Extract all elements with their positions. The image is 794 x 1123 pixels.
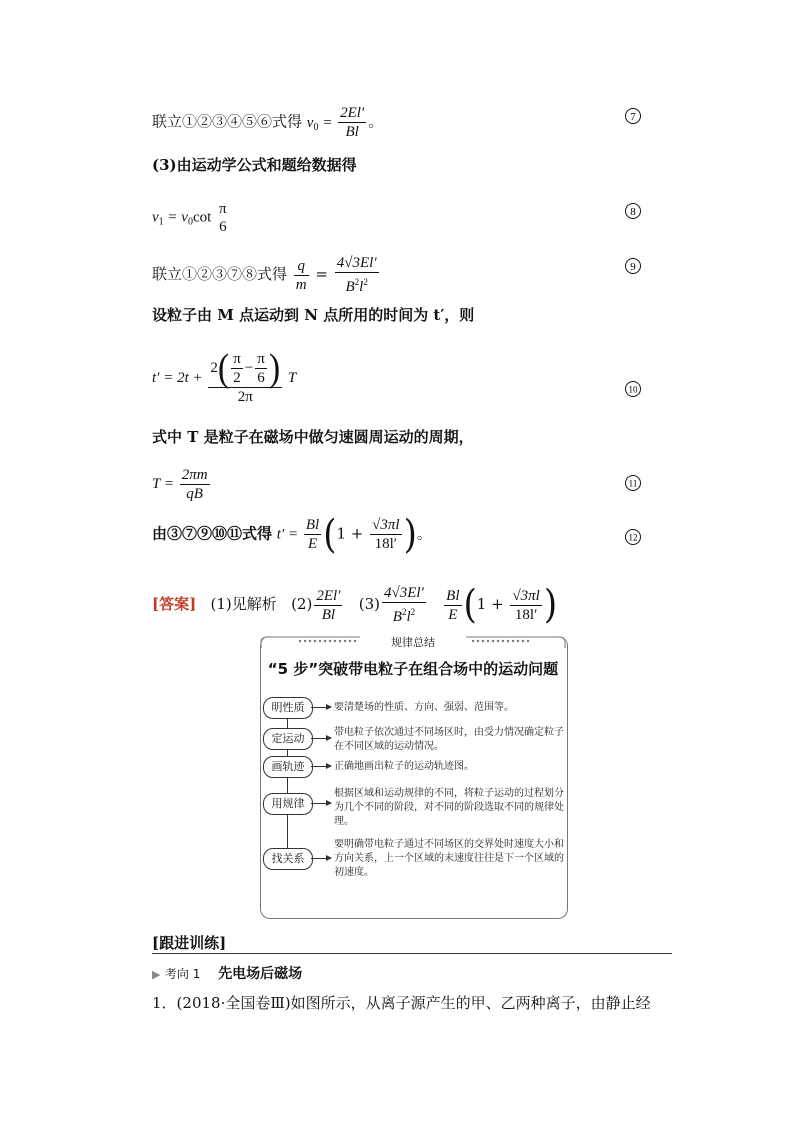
step-desc-4: 根据区域和运动规律的不同，将粒子运动的过程划分为几个不同的阶段，对不同的阶段选取不同的规律处理。 xyxy=(334,788,564,827)
svg-text:7: 7 xyxy=(630,111,636,123)
practice-rule xyxy=(152,953,672,954)
line-prefix: 联立①②③⑦⑧式得 xyxy=(152,265,288,283)
step-arrow-3 xyxy=(311,766,331,767)
svg-text:11: 11 xyxy=(628,478,638,489)
step-node-2: 定运动 xyxy=(263,728,313,750)
equation-number-12 xyxy=(624,528,642,550)
answer-line: [答案] (1)见解析 (2) $\frac{2El'}{Bl}$ (3) $\frac{4√3El'}{B^2l^2}$ $\frac{Bl}{E}$ (1 + $\frac{√3\pi l}{18l'}$ ) xyxy=(152,582,558,628)
svg-text:8: 8 xyxy=(630,206,636,218)
step-arrow-2 xyxy=(311,738,331,739)
equation-line-v0: 联立①②③④⑤⑥式得 $v_0$ = $\frac{2El'}{Bl}$ 。 xyxy=(152,105,384,140)
direction-row xyxy=(152,963,302,983)
equation-number-8 xyxy=(624,202,642,224)
line-prefix: 联立①②③④⑤⑥式得 xyxy=(152,112,303,131)
step-node-5: 找关系 xyxy=(263,848,313,870)
direction-label: 考向 1 xyxy=(164,967,201,981)
svg-text:12: 12 xyxy=(628,532,638,543)
equation-line-q-over-m: 联立①②③⑦⑧式得 $\frac{q}{m}$ = $\frac{4√3El'}{B^2l^2}$ xyxy=(152,255,377,295)
equation-number-10 xyxy=(624,380,642,402)
summary-title: “5 步”突破带电粒子在组合场中的运动问题 xyxy=(267,660,559,678)
practice-tag: [跟进训练] xyxy=(152,934,227,952)
line-prefix: 由③⑦⑨⑩⑪式得 xyxy=(152,524,273,543)
equation-line-t-prime: t′ = 2t + 2( $\frac{\pi}{2}$ − $\frac{\pi}{6}$ ) 2π T xyxy=(152,346,297,405)
step-arrow-5 xyxy=(311,858,331,859)
equation-number-7 xyxy=(624,107,642,129)
step-desc-5: 要明确带电粒子通过不同场区的交界处时速度大小和方向关系，上一个区域的末速度往往是下一个区域的初速度。 xyxy=(334,839,564,878)
step-node-3: 画轨迹 xyxy=(263,756,313,778)
step-desc-1: 要清楚场的性质、方向、强弱、范围等。 xyxy=(334,702,514,713)
step-arrow-4 xyxy=(311,803,331,804)
step-node-1: 明性质 xyxy=(263,697,313,719)
question-1: 1．(2018·全国卷Ⅲ)如图所示，从离子源产生的甲、乙两种离子，由静止经 xyxy=(152,994,651,1012)
step-desc-3: 正确地画出粒子的运动轨迹图。 xyxy=(334,761,474,772)
answer-part2: (2) xyxy=(291,595,313,613)
equation-number-9 xyxy=(624,257,642,279)
equation-line-v1: $v_1 = v_0\cot$ π 6 xyxy=(152,201,227,235)
answer-tag: [答案] xyxy=(152,595,197,613)
statement-time: 设粒子由 M 点运动到 N 点所用的时间为 t′，则 xyxy=(152,306,475,324)
svg-text:10: 10 xyxy=(628,384,638,395)
section-3-heading: (3)由运动学公式和题给数据得 xyxy=(152,156,357,174)
direction-title: 先电场后磁场 xyxy=(218,966,303,982)
equation-line-T: T = $\frac{2\pi m}{qB}$ xyxy=(152,467,208,502)
summary-header: 规律总结 xyxy=(391,636,435,649)
svg-text:9: 9 xyxy=(630,261,636,273)
answer-part1: (1)见解析 xyxy=(210,595,277,613)
step-arrow-1 xyxy=(311,707,331,708)
step-desc-2: 带电粒子依次通过不同场区时，由受力情况确定粒子在不同区域的运动情况。 xyxy=(334,727,564,752)
step-node-4: 用规律 xyxy=(263,793,313,815)
answer-part3: (3) xyxy=(358,595,381,613)
statement-period: 式中 T 是粒子在磁场中做匀速圆周运动的周期， xyxy=(152,428,474,446)
triangle-marker-icon: ▶ xyxy=(152,968,161,981)
equation-line-final-t: 由③⑦⑨⑩⑪式得 t′ = $\frac{Bl}{E}$ (1 + $\frac{√3\pi l}{18l'}$ )。 xyxy=(152,511,432,558)
equation-number-11 xyxy=(624,474,642,496)
